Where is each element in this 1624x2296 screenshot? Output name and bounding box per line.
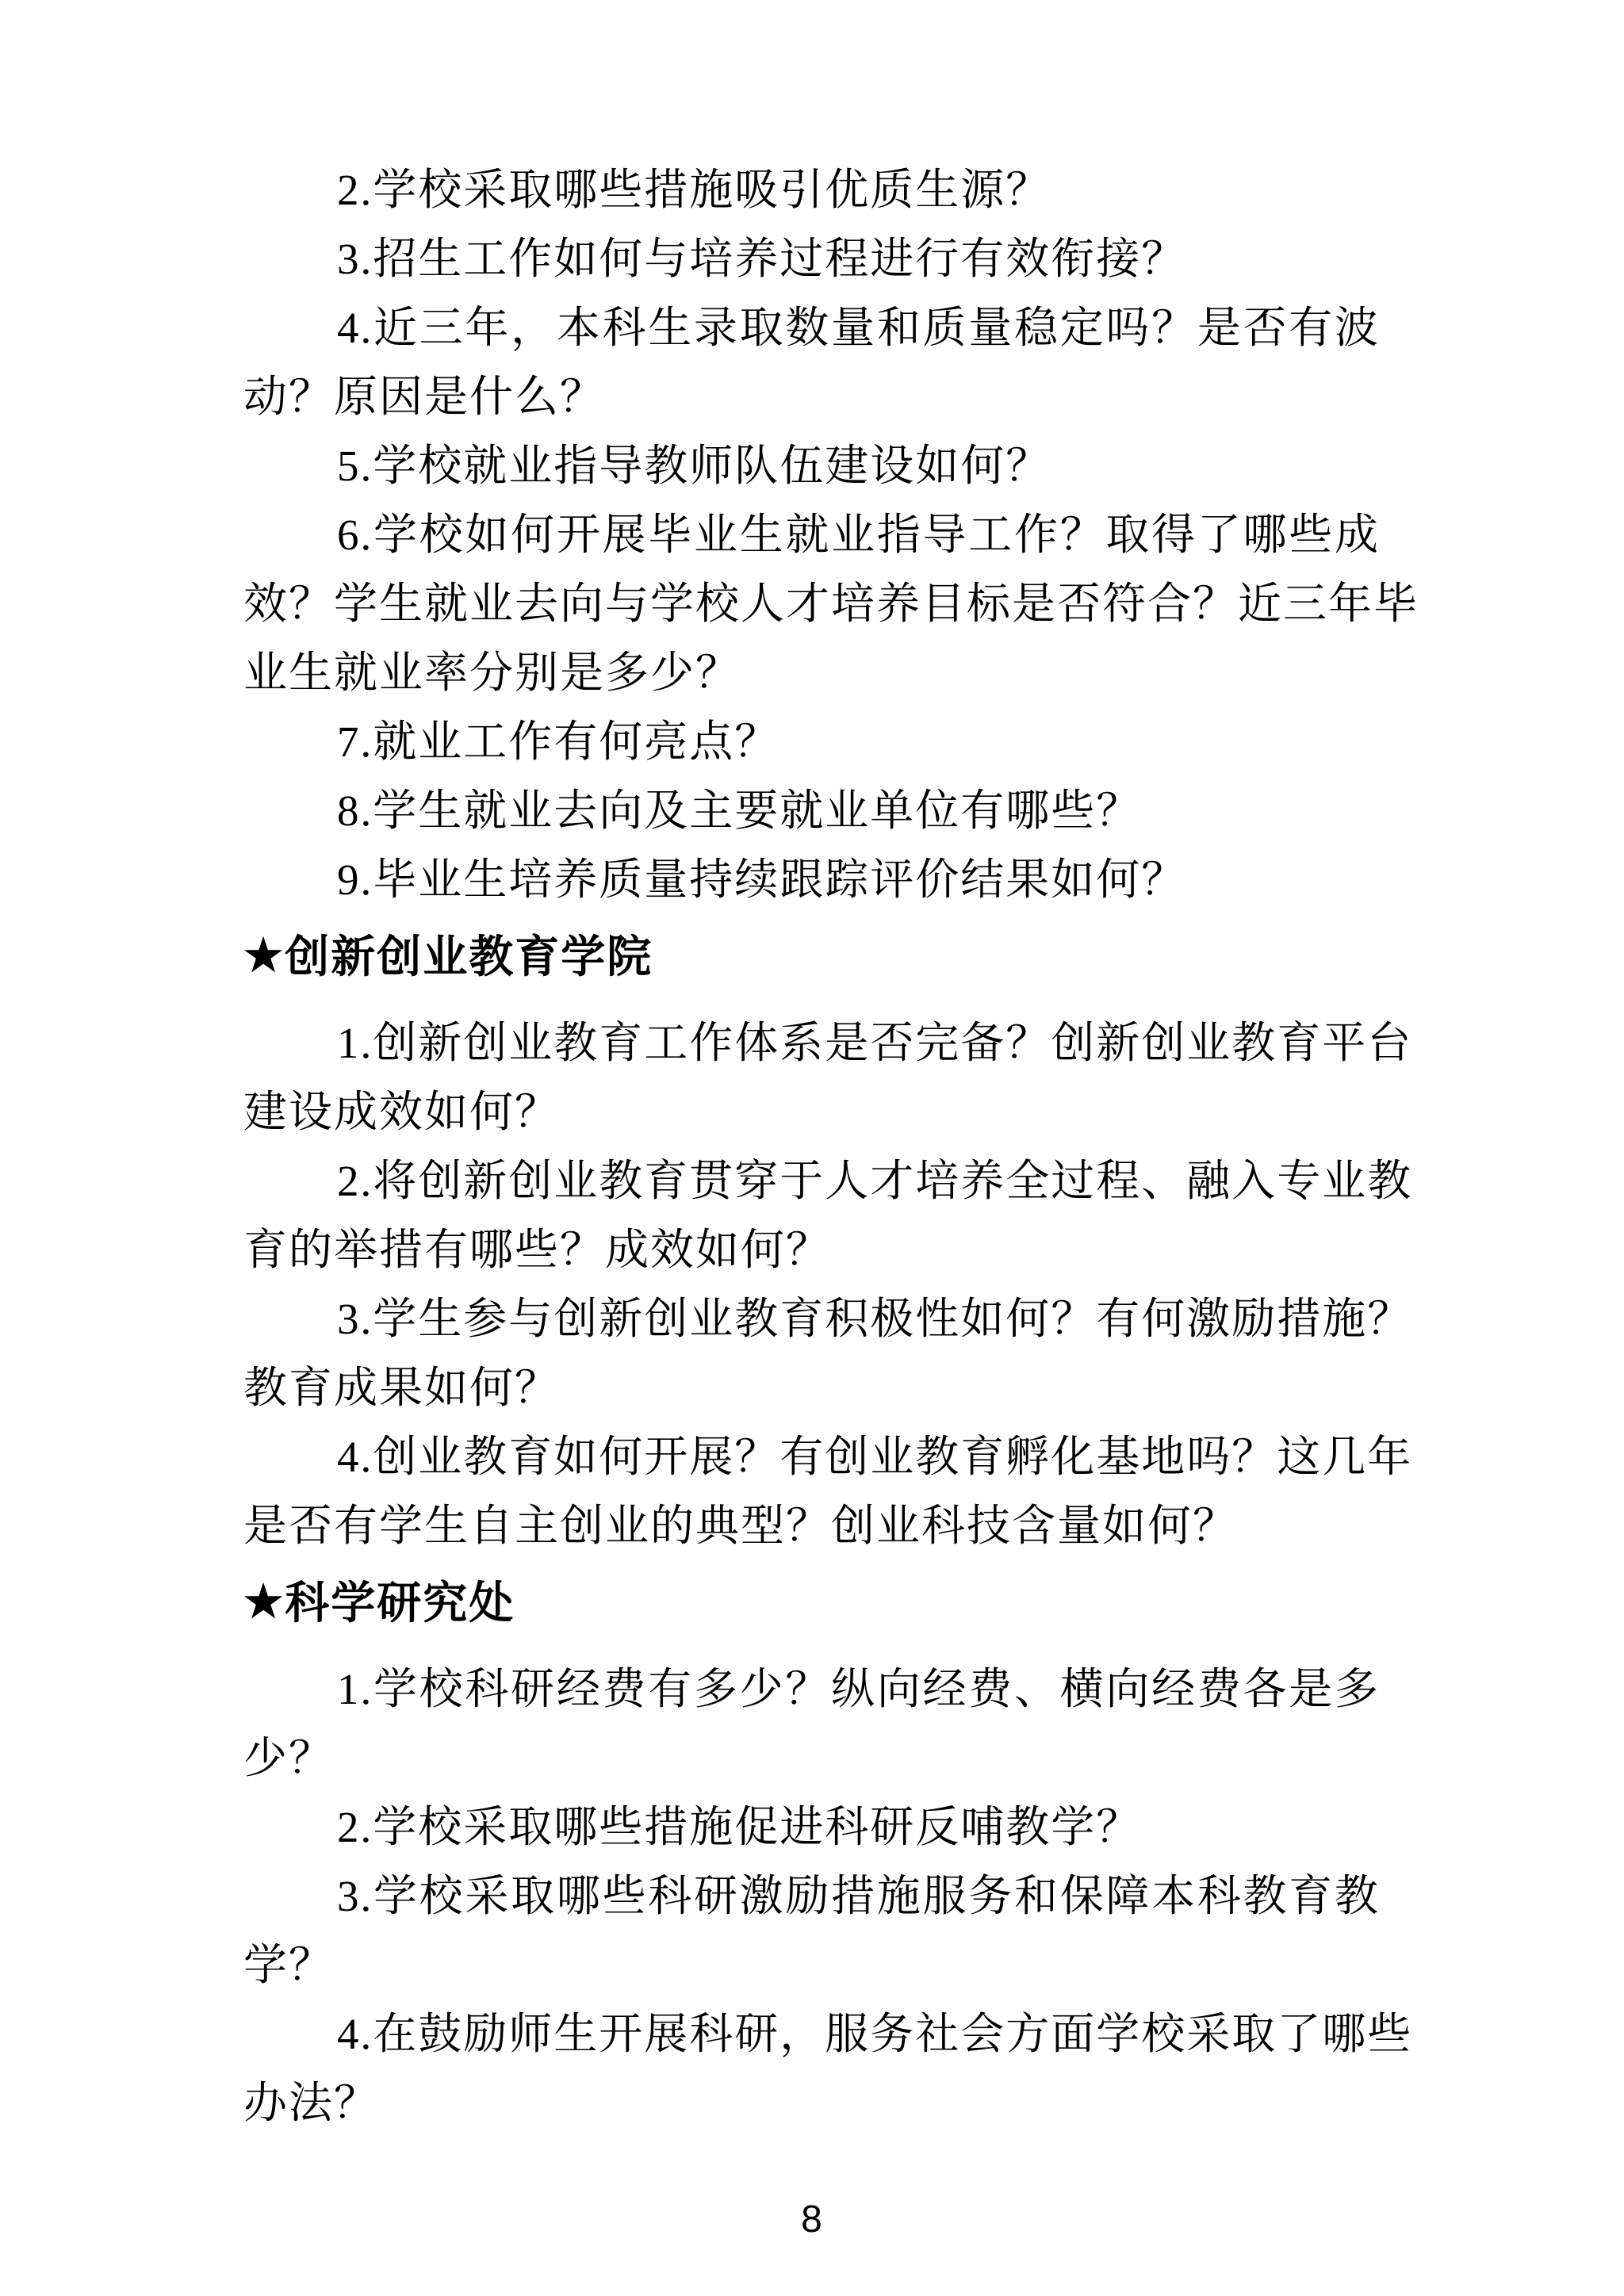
star-icon: ★ xyxy=(243,932,285,981)
question-line: 少？ xyxy=(243,1734,335,1782)
section-heading xyxy=(243,1570,1380,1639)
question-line: 办法？ xyxy=(243,2079,380,2127)
question-line: 教育成果如何？ xyxy=(243,1364,561,1412)
question-line: 9.毕业生培养质量持续跟踪评价结果如何？ xyxy=(337,855,1187,904)
question-line: 5.学校就业指导教师队伍建设如何？ xyxy=(337,442,1051,490)
question-line: 是否有学生自主创业的典型？创业科技含量如何？ xyxy=(243,1502,1239,1550)
question-line: 3.学校采取哪些科研激励措施服务和保障本科教育教 xyxy=(337,1872,1380,1920)
question-line: 2.将创新创业教育贯穿于人才培养全过程、融入专业教 xyxy=(337,1157,1413,1205)
question-line: 学？ xyxy=(243,1941,335,1989)
question-line: 1.学校科研经费有多少？纵向经费、横向经费各是多 xyxy=(337,1665,1380,1713)
question-line: 建设成效如何？ xyxy=(243,1088,561,1136)
question-line: 育的举措有哪些？成效如何？ xyxy=(243,1226,832,1274)
question-line: 7.就业工作有何亮点？ xyxy=(337,718,780,766)
question-line: 1.创新创业教育工作体系是否完备？创新创业教育平台 xyxy=(337,1019,1413,1067)
section-heading-label: 科学研究处 xyxy=(285,1579,515,1628)
question-line: 8.学生就业去向及主要就业单位有哪些？ xyxy=(337,786,1142,835)
question-line: 2.学校采取哪些措施吸引优质生源？ xyxy=(337,166,1051,214)
question-line: 4.近三年，本科生录取数量和质量稳定吗？是否有波 xyxy=(337,304,1380,352)
question-line: 动？原因是什么？ xyxy=(243,373,606,421)
question-line: 4.创业教育如何开展？有创业教育孵化基地吗？这几年 xyxy=(337,1433,1413,1481)
question-line: 2.学校采取哪些措施促进科研反哺教学？ xyxy=(337,1803,1142,1851)
question-line: 4.在鼓励师生开展科研，服务社会方面学校采取了哪些 xyxy=(337,2010,1413,2058)
question-line: 效？学生就业去向与学校人才培养目标是否符合？近三年毕 xyxy=(243,580,1419,628)
page-number: 8 xyxy=(801,2198,822,2241)
question-line: 业生就业率分别是多少？ xyxy=(243,649,741,697)
question-line: 3.招生工作如何与培养过程进行有效衔接？ xyxy=(337,235,1187,283)
star-icon: ★ xyxy=(243,1578,285,1627)
section-enrollment-employment xyxy=(243,155,1419,914)
section-scientific-research xyxy=(243,1570,1413,2137)
section-innovation-entrepreneurship xyxy=(243,924,1413,1560)
section-heading xyxy=(243,924,1380,993)
question-line: 3.学生参与创新创业教育积极性如何？有何激励措施？ xyxy=(337,1295,1413,1343)
question-line: 6.学校如何开展毕业生就业指导工作？取得了哪些成 xyxy=(337,511,1380,559)
section-heading-label: 创新创业教育学院 xyxy=(285,933,653,982)
